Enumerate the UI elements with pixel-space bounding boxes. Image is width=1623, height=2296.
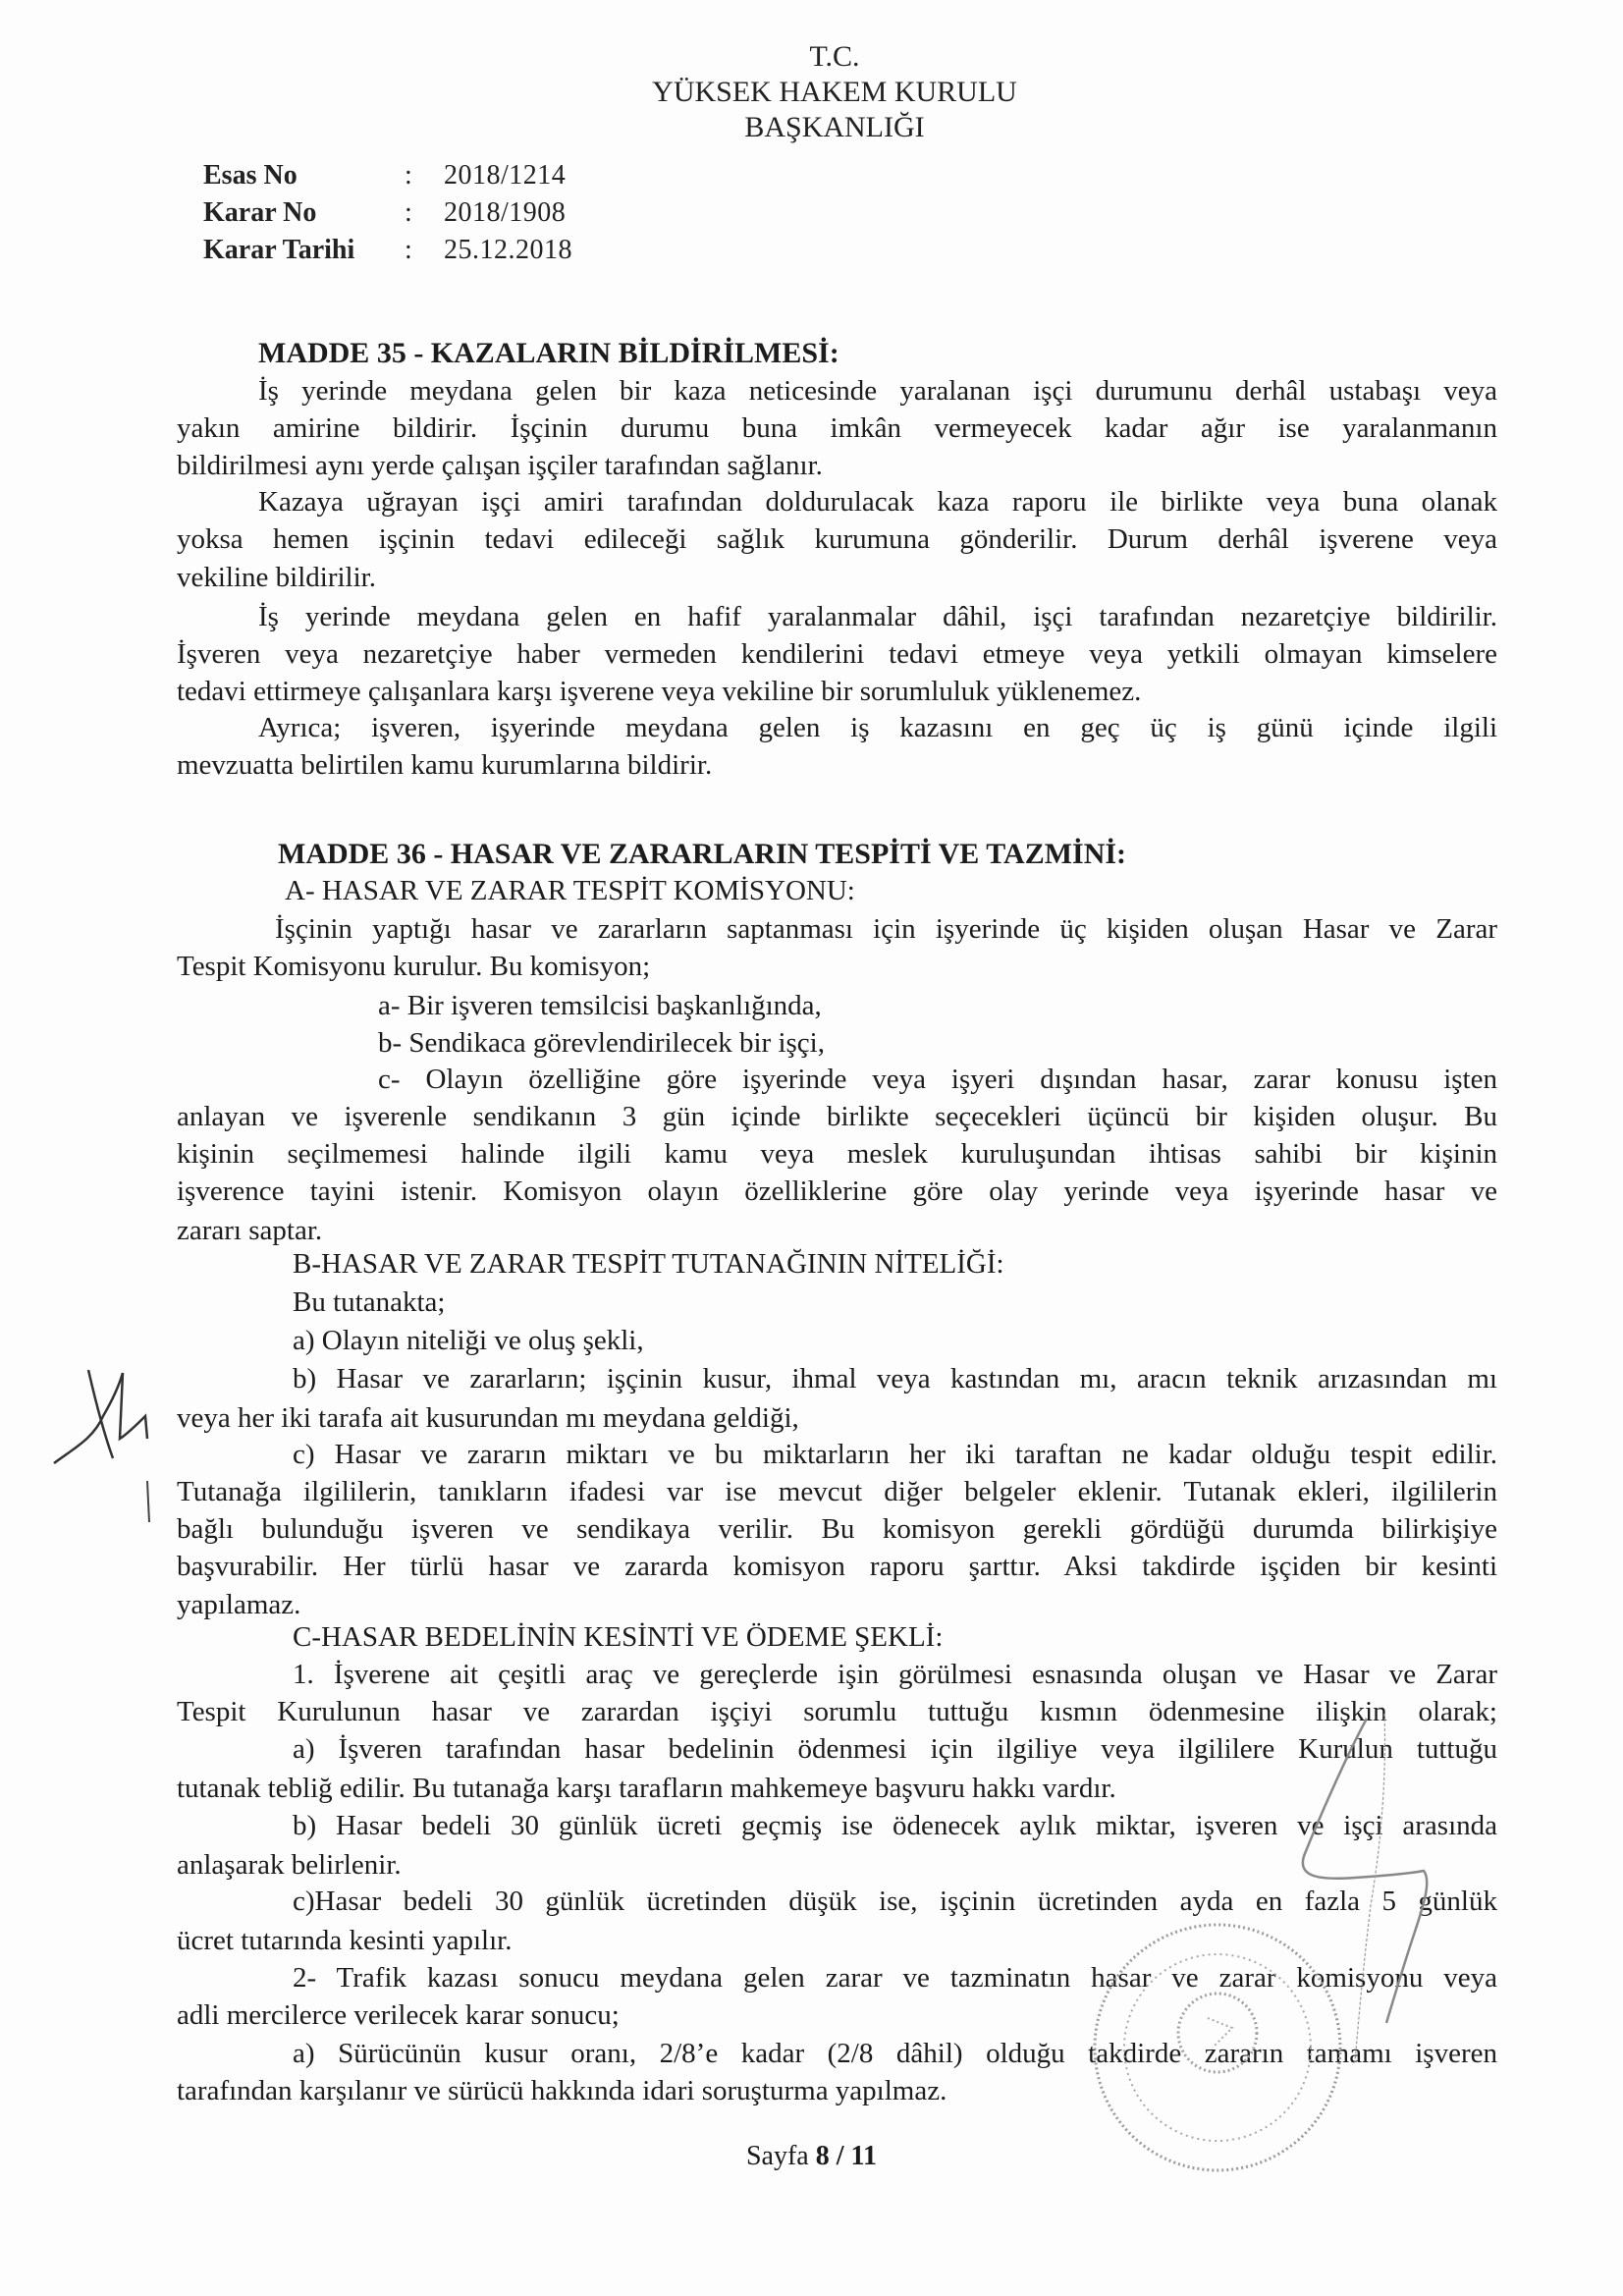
page-number: [0, 2141, 1623, 2172]
meta-sep: :: [405, 160, 412, 191]
paragraph-line: Bu tutanakta;: [293, 1286, 446, 1318]
paragraph-line: İşçinin yaptığı hasar ve zararların saptanması için işyerinde üç kişiden oluşan Hasar ve Zarar: [275, 913, 1497, 945]
list-item: c- Olayın özelliğine göre işyerinde veya işyeri dışından hasar, zarar konusu işten: [378, 1064, 1497, 1095]
paragraph-line: Kazaya uğrayan işçi amiri tarafından doldurulacak kaza raporu ile birlikte veya buna olanak: [258, 486, 1497, 518]
paragraph-line: İş yerinde meydana gelen en hafif yaralanmalar dâhil, işçi tarafından nezaretçiye bildirilir.: [258, 601, 1497, 632]
list-item: b) Hasar bedeli 30 günlük ücreti geçmiş ise ödenecek aylık miktar, işveren ve işçi arasında: [293, 1810, 1497, 1841]
paragraph-line: mevzuatta belirtilen kamu kurumlarına bildirir.: [177, 749, 713, 781]
page-current: 8: [815, 2141, 830, 2171]
paragraph-line: yapılamaz.: [177, 1589, 301, 1620]
section-b-title: B-HASAR VE ZARAR TESPİT TUTANAĞININ NİTELİĞİ:: [293, 1248, 1004, 1280]
paragraph-line: İş yerinde meydana gelen bir kaza neticesinde yaralanan işçi durumunu derhâl ustabaşı veya: [258, 375, 1497, 407]
initials-signature-icon: [39, 1365, 177, 1532]
paragraph-line: tedavi ettirmeye çalışanlara karşı işverene veya vekiline bir sorumluluk yüklenemez.: [177, 676, 1142, 707]
list-item: a) İşveren tarafından hasar bedelinin ödenmesi için ilgiliye veya ilgililere Kurulun tuttuğu: [293, 1733, 1497, 1765]
header-institution: YÜKSEK HAKEM KURULU: [652, 76, 1017, 108]
paragraph-line: yakın amirine bildirir. İşçinin durumu buna imkân vermeyecek kadar ağır ise yaralanmanın: [177, 412, 1497, 444]
paragraph-line: işverence tayini istenir. Komisyon olayın özelliklerine göre olay yerinde veya işyerinde hasar ve: [177, 1175, 1497, 1207]
paragraph-line: Tespit Kurulunun hasar ve zarardan işçiyi sorumlu tuttuğu kısmın ödenmesine ilişkin olarak;: [177, 1696, 1497, 1727]
meta-karar-tarihi: [203, 232, 572, 269]
official-stamp-icon: [1085, 1915, 1350, 2180]
paragraph-line: tarafından karşılanır ve sürücü hakkında idari soruşturma yapılmaz.: [177, 2075, 947, 2106]
list-item: 1. İşverene ait çeşitli araç ve gereçlerde işin görülmesi esnasında oluşan ve Hasar ve Zarar: [293, 1659, 1497, 1690]
meta-value: 2018/1214: [444, 160, 567, 191]
meta-value: 2018/1908: [444, 197, 567, 228]
paragraph-line: anlayan ve işverenle sendikanın 3 gün içinde birlikte seçecekleri üçüncü bir kişiden oluşur. Bu: [177, 1101, 1497, 1132]
meta-esas-no: [203, 157, 572, 194]
list-item: a) Sürücünün kusur oranı, 2/8’e kadar (2/8 dâhil) olduğu takdirde zararın tamamı işveren: [293, 2038, 1497, 2069]
meta-karar-no: [203, 194, 572, 232]
list-item: a) Olayın niteliği ve oluş şekli,: [293, 1325, 644, 1356]
case-meta: [203, 157, 572, 269]
meta-label: Esas No: [203, 160, 298, 191]
paragraph-line: bildirilmesi aynı yerde çalışan işçiler tarafından sağlanır.: [177, 450, 823, 481]
list-item: a- Bir işveren temsilcisi başkanlığında,: [378, 990, 822, 1021]
paragraph-line: veya her iki tarafa ait kusurundan mı meydana geldiği,: [177, 1402, 799, 1434]
paragraph-line: Ayrıca; işveren, işyerinde meydana gelen iş kazasını en geç üç iş günü içinde ilgili: [258, 712, 1497, 743]
paragraph-line: vekiline bildirilir.: [177, 562, 376, 593]
paragraph-line: başvurabilir. Her türlü hasar ve zararda komisyon raporu şarttır. Aksi takdirde işçiden bir kesinti: [177, 1551, 1497, 1582]
article-36-title: MADDE 36 - HASAR VE ZARARLARIN TESPİTİ VE TAZMİNİ:: [278, 838, 1127, 870]
meta-label: Karar Tarihi: [203, 235, 355, 265]
paragraph-line: adli mercilerce verilecek karar sonucu;: [177, 1999, 620, 2031]
section-a-title: A- HASAR VE ZARAR TESPİT KOMİSYONU:: [285, 875, 855, 906]
paragraph-line: Tespit Komisyonu kurulur. Bu komisyon;: [177, 951, 651, 982]
header-tc: T.C.: [809, 40, 860, 73]
paragraph-line: zararı saptar.: [177, 1215, 323, 1246]
paragraph-line: anlaşarak belirlenir.: [177, 1849, 402, 1881]
page-total: 11: [850, 2141, 877, 2171]
list-item: b- Sendikaca görevlendirilecek bir işçi,: [378, 1027, 825, 1059]
header-department: BAŞKANLIĞI: [744, 111, 925, 143]
paragraph-line: İşveren veya nezaretçiye haber vermeden kendilerini tedavi etmeye veya yetkili olmayan kimselere: [177, 638, 1497, 670]
meta-label: Karar No: [203, 197, 317, 228]
page-prefix: Sayfa: [745, 2141, 816, 2171]
meta-sep: :: [405, 197, 412, 228]
list-item: b) Hasar ve zararların; işçinin kusur, ihmal veya kastından mı, aracın teknik arızasından mı: [293, 1363, 1497, 1394]
list-item: c)Hasar bedeli 30 günlük ücretinden düşük ise, işçinin ücretinden ayda en fazla 5 günlük: [293, 1886, 1497, 1917]
paragraph-line: ücret tutarında kesinti yapılır.: [177, 1925, 513, 1956]
paragraph-line: yoksa hemen işçinin tedavi edileceği sağlık kurumuna gönderilir. Durum derhâl işverene veya: [177, 523, 1497, 555]
paragraph-line: tutanak tebliğ edilir. Bu tutanağa karşı tarafların mahkemeye başvuru hakkı vardır.: [177, 1773, 1116, 1804]
list-item: 2- Trafik kazası sonucu meydana gelen zarar ve tazminatın hasar ve zarar komisyonu veya: [293, 1962, 1497, 1994]
section-c-title: C-HASAR BEDELİNİN KESİNTİ VE ÖDEME ŞEKLİ:: [293, 1621, 944, 1653]
paragraph-line: kişinin seçilmemesi halinde ilgili kamu veya meslek kuruluşundan ihtisas sahibi bir kişinin: [177, 1138, 1497, 1170]
paragraph-line: bağlı bulunduğu işveren ve sendikaya verilir. Bu komisyon gerekli gördüğü durumda bilirkişiye: [177, 1513, 1497, 1545]
article-35-title: MADDE 35 - KAZALARIN BİLDİRİLMESİ:: [258, 337, 839, 369]
list-item: c) Hasar ve zararın miktarı ve bu miktarların her iki taraftan ne kadar olduğu tespit edilir.: [293, 1439, 1497, 1470]
paragraph-line: Tutanağa ilgililerin, tanıkların ifadesi var ise mevcut diğer belgeler eklenir. Tutanak ekleri, ilgililerin: [177, 1476, 1497, 1507]
meta-value: 25.12.2018: [444, 235, 572, 265]
meta-sep: :: [405, 235, 412, 265]
page-sep: /: [829, 2141, 851, 2171]
